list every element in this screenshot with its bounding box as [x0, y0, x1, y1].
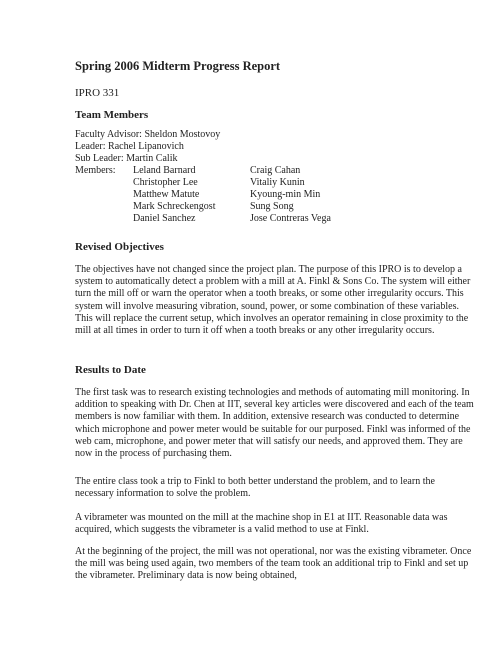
member-name: Sung Song — [250, 201, 294, 212]
member-name: Leland Barnard — [133, 165, 196, 176]
revised-objectives-heading: Revised Objectives — [75, 241, 164, 253]
member-name: Matthew Matute — [133, 189, 200, 200]
team-members-heading: Team Members — [75, 109, 149, 121]
results-paragraph-3: A vibrameter was mounted on the mill at the machine shop in E1 at IIT. Reasonable data was acquired, which suggests the vibrameter is a valid method to use at Finkl. — [75, 512, 448, 536]
course-code: IPRO 331 — [75, 87, 120, 99]
report-title: Spring 2006 Midterm Progress Report — [75, 59, 281, 73]
leader-line: Leader: Rachel Lipanovich — [75, 141, 184, 152]
sub-leader-line: Sub Leader: Martin Calik — [75, 153, 178, 164]
faculty-advisor-line: Faculty Advisor: Sheldon Mostovoy — [75, 129, 221, 140]
results-paragraph-1: The first task was to research existing technologies and methods of automating mill monitoring. In addition to speaking with Dr. Chen at IIT, several key articles were discovered and each of the team members is now familiar with them. In addition, extensive research was conducted to determine which microphone and power meter would be suitable for our purposed. Finkl was informed of the web cam, microphone, and power meter that will satisfy our needs, and approved them. They are now in the process of purchasing them. — [75, 387, 474, 460]
member-name: Mark Schreckengost — [133, 201, 216, 212]
members-label: Members: — [75, 165, 116, 176]
results-paragraph-2: The entire class took a trip to Finkl to both better understand the problem, and to learn the necessary information to solve the problem. — [75, 476, 435, 500]
results-heading: Results to Date — [75, 364, 146, 376]
member-name: Kyoung-min Min — [250, 189, 321, 200]
member-name: Christopher Lee — [133, 177, 198, 188]
results-paragraph-4: At the beginning of the project, the mill was not operational, nor was the existing vibrameter. Once the mill was being used again, two members of the team took an additional trip to Finkl and set up the vibrameter. Preliminary data is now being obtained, — [75, 546, 472, 582]
objectives-paragraph: The objectives have not changed since the project plan. The purpose of this IPRO is to develop a system to automatically detect a problem with a mill at A. Finkl & Sons Co. The system will either turn the mill off or warn the operator when a tooth breaks, or some other irregularity occurs. This system will involve measuring vibration, sound, power, or some combination of these variables. This will replace the current setup, which involves an operator remaining in close proximity to the mill at all times in order to turn it off when a tooth breaks or any other irregularity occurs. — [75, 264, 471, 337]
member-name: Jose Contreras Vega — [250, 213, 331, 224]
member-name: Daniel Sanchez — [133, 213, 196, 224]
member-name: Vitaliy Kunin — [250, 177, 305, 188]
member-name: Craig Cahan — [250, 165, 301, 176]
